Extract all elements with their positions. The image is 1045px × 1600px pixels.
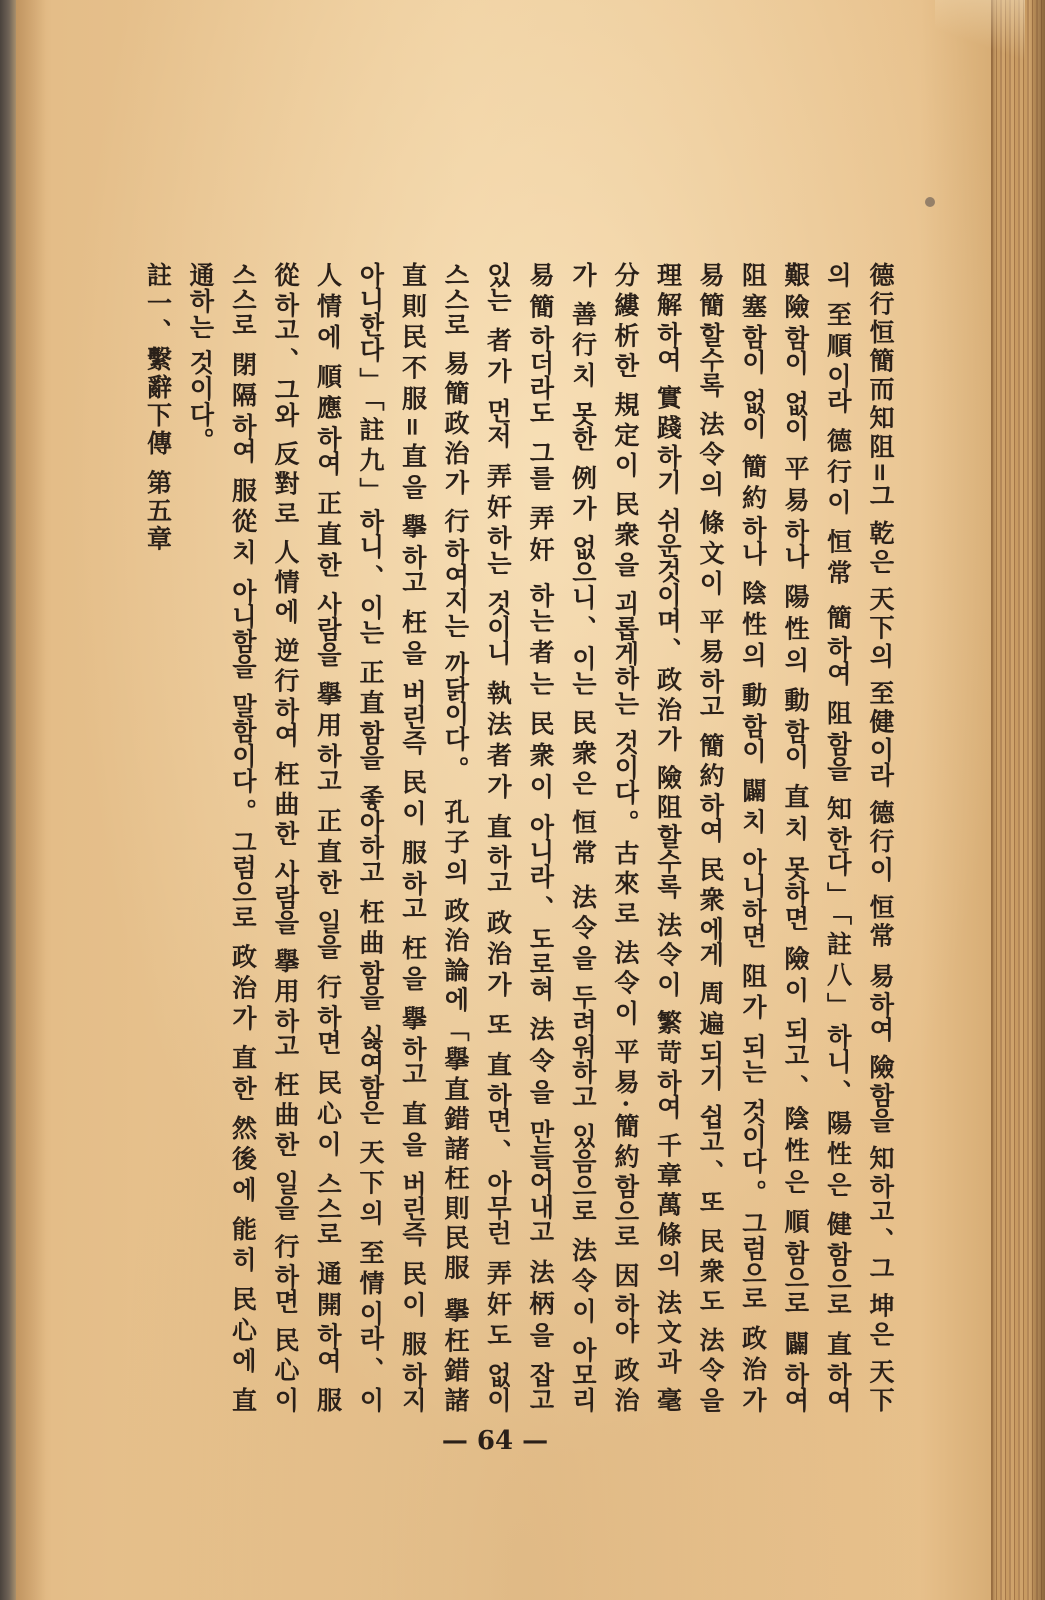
text-column: 從하고、그와 反對로 人情에 逆行하여 枉曲한 사람을 擧用하고 枉曲한 일을 行하면 民心이 — [271, 262, 300, 1412]
page-body — [136, 262, 901, 1412]
binding-shadow — [16, 0, 46, 1600]
page-edges-shadow — [1029, 0, 1045, 1600]
text-column: 易簡할수록 法令의 條文이 平易하고 簡約하여 民衆에게 周遍되기 쉽고、또 民衆도 法令을 — [696, 262, 725, 1412]
text-column: 아니한다」「註九」하니、이는 正直함을 좋아하고 枉曲함을 싫여함은 天下의 至情이라、이 — [356, 262, 385, 1412]
text-column: 스스로 閉隔하여 服從치 아니함을 말함이다。그럼으로 政治가 直한 然後에 能히 民心에 直 — [228, 262, 258, 1412]
text-column: 德行恒簡而知阻=그 乾은 天下의 至健이라 德行이 恒常 易하여 險함을 知하고、그 坤은 天下 — [866, 262, 895, 1412]
text-column: 分縷析한 規定이 民衆을 괴롭게하는 것이다。古來로 法令이 平易·簡約함으로 因하야 政治 — [611, 262, 640, 1412]
page-number: — 64 — — [441, 1426, 549, 1456]
text-column: 阻塞함이 없이 簡約하나 陰性의 動함이 闢치 아니하면 阻가 되는 것이다。그럼으로 政治가 — [738, 262, 768, 1412]
text-column: 直則民不服=直을 擧하고 枉을 버린즉 民이 服하고 枉을 擧하고 直을 버린즉 民이 服하지 — [398, 262, 428, 1412]
text-column: 가 善行치 못한 例가 없으니、이는 民衆은 恒常 法令을 두려워하고 있음으로 法令이 아모리 — [568, 262, 598, 1412]
corner-fold — [935, 0, 1025, 70]
binding-edge — [0, 0, 16, 1600]
last-text-column: 通하는 것이다。 — [186, 262, 215, 454]
text-column: 있는 者가 먼저 弄奸하는 것이니 執法者가 直하고 政治가 또 直하면、아무런 弄奸도 없이 — [483, 262, 513, 1412]
paper-spot — [925, 197, 935, 207]
text-column: 艱險함이 없이 平易하나 陽性의 動함이 直치 못하면 險이 되고、陰性은 順함으로 闢하여 — [781, 262, 810, 1412]
text-column: 易簡하더라도 그를 弄奸 하는者는 民衆이 아니라、도로혀 法令을 만들어내고 法柄을 잡고 — [526, 262, 555, 1412]
text-column: 스스로 易簡政治가 行하여지는 까닭이다。 孔子의 政治論에「擧直錯諸枉則民服 擧枉錯諸 — [441, 262, 470, 1412]
text-column: 理解하여 實踐하기 쉬운것이며、政治가 險阻할수록 法令이 繁苛하여 千章萬條의 法文과 毫 — [653, 262, 683, 1412]
text-column: 의 至順이라 德行이 恒常 簡하여 阻함을 知한다」「註八」하니、陽性은 健함으로 直하여 — [823, 262, 853, 1412]
text-column: 人情에 順應하여 正直한 사람을 擧用하고 正直한 일을 行하면 民心이 스스로 通開하여 服 — [313, 262, 343, 1412]
footnote-column: 註一、繫辭下傳 第五章 — [143, 262, 173, 554]
